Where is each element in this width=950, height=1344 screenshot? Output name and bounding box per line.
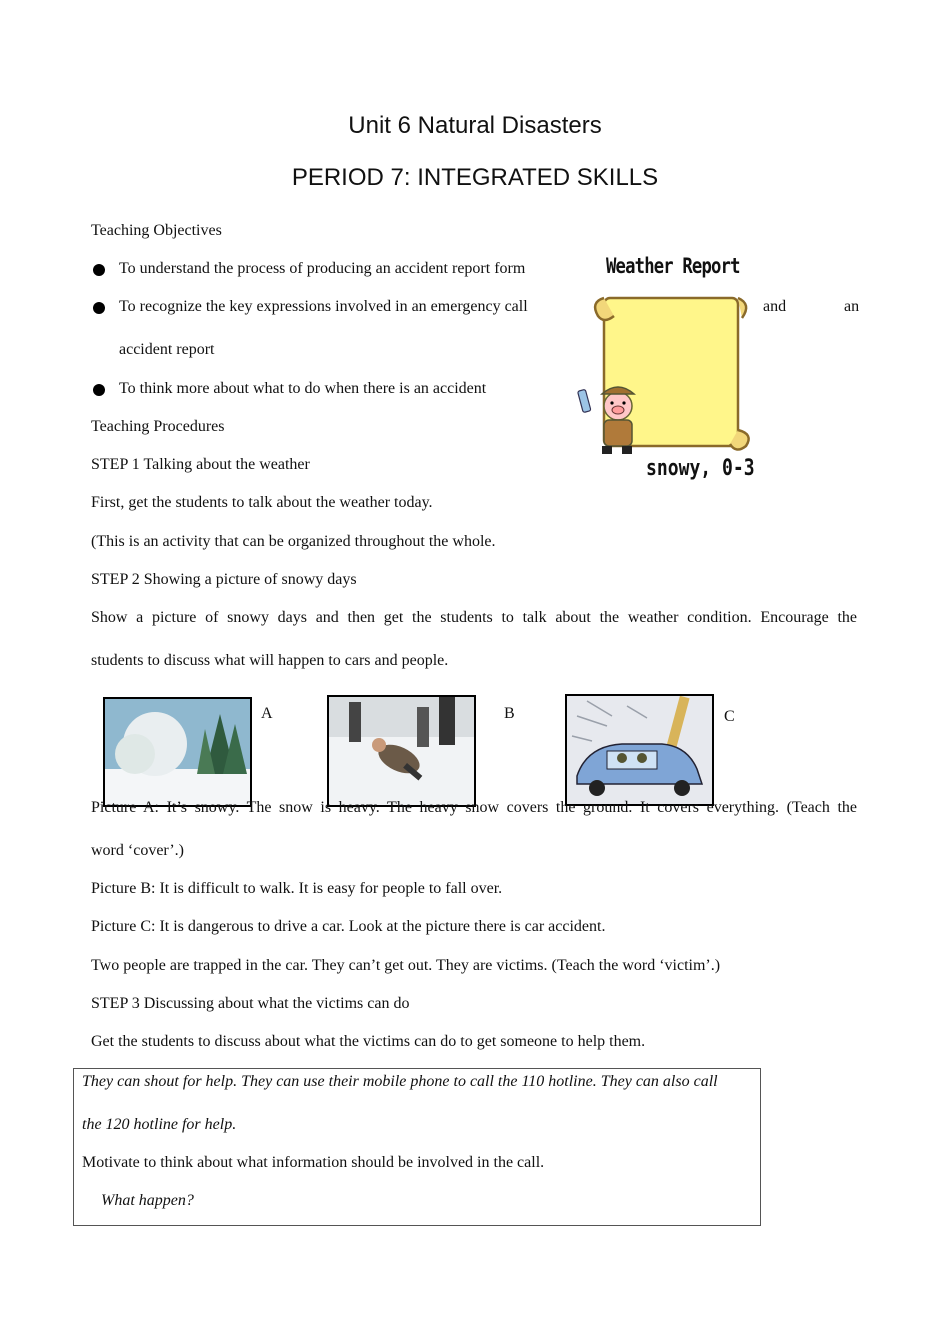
picture-a-snowy-trees [103,697,252,807]
picture-c-car-accident [565,694,714,806]
picture-a-label: A [261,705,273,722]
page-subtitle: PERIOD 7: INTEGRATED SKILLS [291,164,659,191]
objective-2: To recognize the key expressions involved in an emergency call [119,298,528,315]
picture-b-description: Picture B: It is difficult to walk. It is easy for people to fall over. [91,880,503,897]
victims-description: Two people are trapped in the car. They can’t get out. They are victims. (Teach the word ‘victim’.) [91,957,721,974]
picture-a-description-line1: Picture A: It’s snowy. The snow is heavy. The heavy snow covers the ground. It covers everything. (Teach the [91,799,857,816]
picture-b-person-falling [327,695,476,807]
picture-a-description-line2: word ‘cover’.) [91,842,184,859]
bullet-icon [93,383,105,401]
objectives-heading: Teaching Objectives [91,222,222,239]
step3-line1: Get the students to discuss about what the victims can do to get someone to help them. [91,1033,646,1050]
page-title: Unit 6 Natural Disasters [348,112,602,139]
answer-box-line1: They can shout for help. They can use their mobile phone to call the 110 hotline. They can also call [82,1073,718,1090]
objective-3: To think more about what to do when there is an accident [119,380,487,397]
step2-heading: STEP 2 Showing a picture of snowy days [91,571,357,588]
answer-box-line3: Motivate to think about what information should be involved in the call. [82,1154,545,1171]
step2-paragraph-line1: Show a picture of snowy days and then get the students to talk about the weather condition. Encourage the [91,609,857,626]
picture-c-description: Picture C: It is dangerous to drive a car. Look at the picture there is car accident. [91,918,606,935]
objective-2-word-an: an [844,298,860,315]
bullet-icon [93,263,105,281]
step1-line2: (This is an activity that can be organized throughout the whole. [91,533,496,550]
step1-heading: STEP 1 Talking about the weather [91,456,310,473]
bullet-icon [93,301,105,319]
step2-paragraph-line2: students to discuss what will happen to cars and people. [91,652,449,669]
objective-2-continued: accident report [119,341,215,358]
weather-report-caption: snowy, 0-3 [646,456,755,481]
objective-1: To understand the process of producing an accident report form [119,260,526,277]
step3-heading: STEP 3 Discussing about what the victims can do [91,995,410,1012]
weather-report-heading: Weather Report [606,254,740,278]
scroll-icon [576,290,756,460]
answer-box-line2: the 120 hotline for help. [82,1116,237,1133]
objective-2-word-and: and [763,298,787,315]
picture-c-label: C [724,708,735,725]
step1-line1: First, get the students to talk about the weather today. [91,494,433,511]
picture-b-label: B [504,705,515,722]
weather-report-illustration [576,250,756,490]
answer-box-line4: What happen? [101,1192,194,1209]
answer-box [73,1068,761,1226]
procedures-heading: Teaching Procedures [91,418,225,435]
